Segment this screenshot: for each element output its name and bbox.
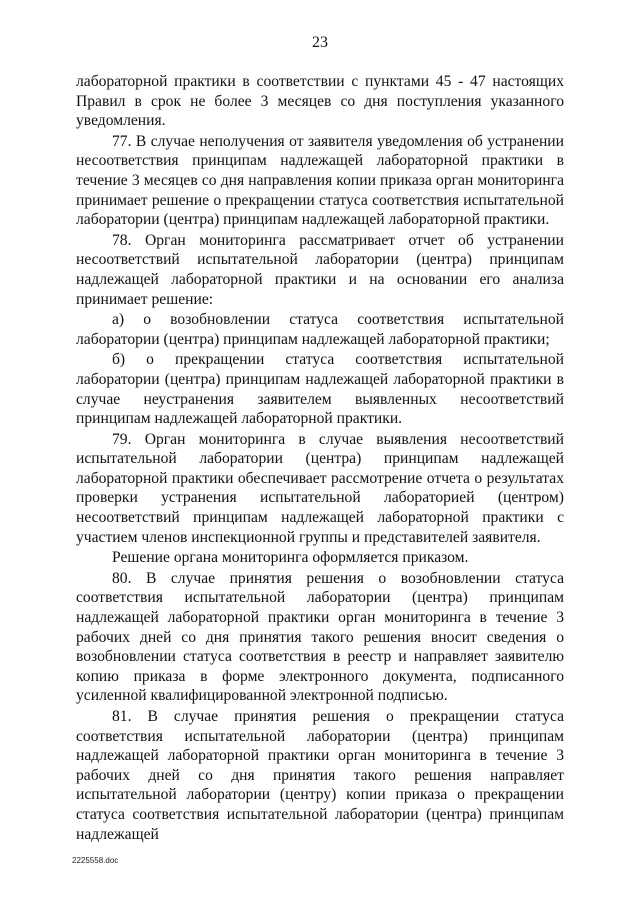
paragraph-78-a: а) о возобновлении статуса соответствия испытательной лаборатории (центра) принципам надлежащей лабораторной практики; (76, 311, 564, 348)
paragraph-77: 77. В случае неполучения от заявителя уведомления об устранении несоответствия принципам надлежащей лабораторной практики в течение 3 месяцев со дня направления копии приказа орган мониторинга принимает решение о прекращении статуса соответствия испытательной лаборатории (центра) принципам надлежащей лабораторной практики. (76, 132, 564, 229)
document-body (76, 72, 564, 844)
paragraph-78: 78. Орган мониторинга рассматривает отчет об устранении несоответствий испытательной лаборатории (центра) принципам надлежащей лабораторной практики и на основании его анализа принимает решение: (76, 231, 564, 308)
paragraph-79: 79. Орган мониторинга в случае выявления несоответствий испытательной лаборатории (центра) принципам надлежащей лабораторной практики обеспечивает рассмотрение отчета о результатах проверки устранения испытательной лабораторией (центром) несоответствий принципам надлежащей лабораторной практики с участием членов инспекционной группы и представителей заявителя. (76, 430, 564, 546)
paragraph-continuation: лабораторной практики в соответствии с пунктами 45 - 47 настоящих Правил в срок не более 3 месяцев со дня поступления указанного уведомления. (76, 73, 564, 130)
page-number: 23 (312, 34, 328, 51)
paragraph-decision: Решение органа мониторинга оформляется приказом. (112, 549, 469, 567)
footer-filename: 2225558.doc (72, 856, 119, 865)
paragraph-81: 81. В случае принятия решения о прекращении статуса соответствия испытательной лаборатории (центра) принципам надлежащей лабораторной практики орган мониторинга в течение 3 рабочих дней со дня принятия такого решения направляет испытательной лаборатории (центру) копии приказа о прекращении статуса соответствия испытательной лаборатории (центра) принципам надлежащей (76, 708, 564, 843)
paragraph-80: 80. В случае принятия решения о возобновлении статуса соответствия испытательной лаборатории (центра) принципам надлежащей лабораторной практики орган мониторинга в течение 3 рабочих дней со дня принятия такого решения вносит сведения о возобновлении статуса соответствия в реестр и направляет заявителю копию приказа в форме электронного документа, подписанного усиленной квалифицированной электронной подписью. (76, 569, 564, 705)
paragraph-78-b: б) о прекращении статуса соответствия испытательной лаборатории (центра) принципам надлежащей лабораторной практики в случае неустранения заявителем выявленных несоответствий принципам надлежащей лабораторной практики. (76, 351, 564, 428)
